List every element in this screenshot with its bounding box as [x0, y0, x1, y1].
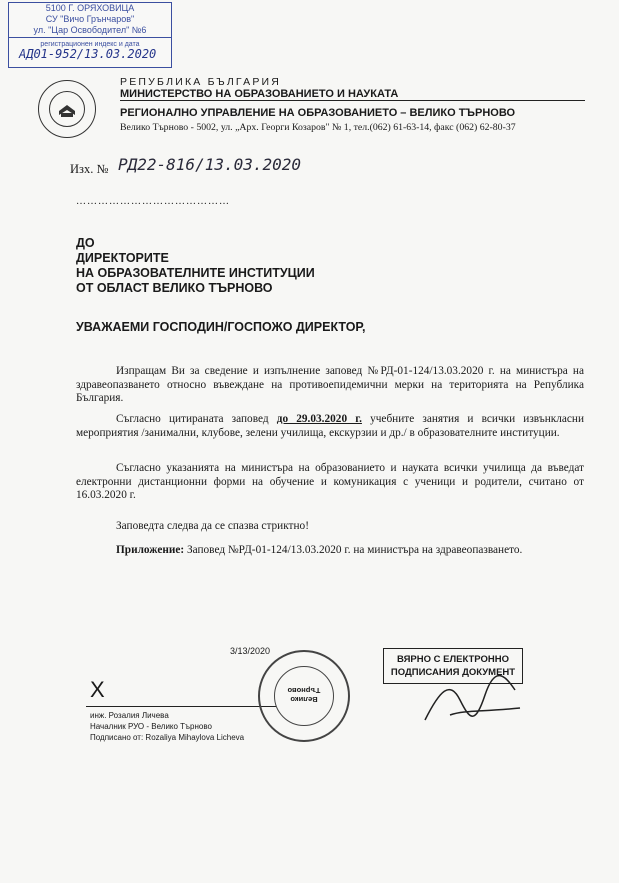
attachment-line	[76, 544, 584, 558]
esig-line-1: ВЯРНО С ЕЛЕКТРОННО	[396, 654, 510, 665]
attachment-label: Приложение:	[116, 544, 185, 556]
signer-position: Началник РУО - Велико Търново	[90, 722, 212, 731]
salutation: УВАЖАЕМИ ГОСПОДИН/ГОСПОЖО ДИРЕКТОР,	[76, 320, 366, 334]
attachment-text: Заповед №РД-01-124/13.03.2020 г. на министъра на здравеопазването.	[186, 544, 523, 556]
signed-by: Подписано от: Rozaliya Mihaylova Licheva	[90, 733, 245, 742]
addressee-directors: ДИРЕКТОРИТЕ	[76, 251, 169, 265]
addressee-institutions: НА ОБРАЗОВАТЕЛНИТЕ ИНСТИТУЦИИ	[76, 266, 315, 280]
regional-office-heading: РЕГИОНАЛНО УПРАВЛЕНИЕ НА ОБРАЗОВАНИЕТО – ВЕЛИКО ТЪРНОВО	[120, 107, 516, 119]
republic-heading: РЕПУБЛИКА БЪЛГАРИЯ	[120, 76, 282, 88]
reg-stamp-city: 5100 Г. ОРЯХОВИЦА	[45, 3, 135, 13]
addressee-to: ДО	[76, 236, 95, 250]
header-divider	[120, 100, 585, 101]
reg-stamp-handwritten-number: АД01-952/13.03.2020	[19, 47, 157, 61]
body-paragraph-4: Заповедта следва да се спазва стриктно!	[116, 520, 309, 532]
stamp-city: Велико Търново	[287, 686, 321, 704]
signature-x-mark: X	[90, 677, 105, 702]
office-address: Велико Търново - 5002, ул. „Арх. Георги Козаров" № 1, тел.(062) 61-63-14, факс (062) 62-80-37	[120, 122, 516, 133]
reference-label: Изх. №	[70, 162, 109, 176]
signature-line	[86, 706, 276, 707]
body-paragraph-3: Съгласно указанията на министъра на образованието и науката всички училища да въведат електронни дистанционни форми на обучение и комуникация с ученици и родители, считано от 16.03.2020 г.	[76, 462, 584, 501]
addressee-region: ОТ ОБЛАСТ ВЕЛИКО ТЪРНОВО	[76, 281, 273, 295]
registration-stamp	[8, 2, 172, 68]
ministry-heading: МИНИСТЕРСТВО НА ОБРАЗОВАНИЕТО И НАУКАТА	[120, 88, 399, 100]
body-paragraph-1: Изпращам Ви за сведение и изпълнение заповед №РД-01-124/13.03.2020 г. на министъра на здравеопазването относно въвеждане на противоепидемични мерки на територията на Република България.	[76, 365, 584, 404]
reference-dotted-line: ……………………………………	[76, 196, 230, 207]
reference-number: РД22-816/13.03.2020	[118, 155, 302, 174]
closure-date: до 29.03.2020 г.	[276, 413, 362, 425]
reg-stamp-street: ул. "Цар Освободител" №6	[33, 25, 147, 35]
signature-date: 3/13/2020	[230, 646, 271, 656]
body-paragraph-2: Съгласно цитираната заповед до 29.03.2020 г. учебните занятия и всички извънкласни мероприятия /занимални, клубове, зелени училища, екскурзии и др./ в образователните институции.	[76, 413, 584, 439]
ministry-emblem	[38, 80, 96, 138]
reg-stamp-school: СУ "Вичо Грънчаров"	[45, 14, 135, 24]
round-stamp	[258, 650, 350, 742]
esig-line-2: ПОДПИСАНИЯ ДОКУМЕНТ	[390, 667, 516, 678]
signer-name: инж. Розалия Личева	[90, 711, 169, 720]
reg-stamp-caption: регистрационен индекс и дата	[40, 41, 140, 48]
handwritten-signature	[420, 670, 530, 730]
